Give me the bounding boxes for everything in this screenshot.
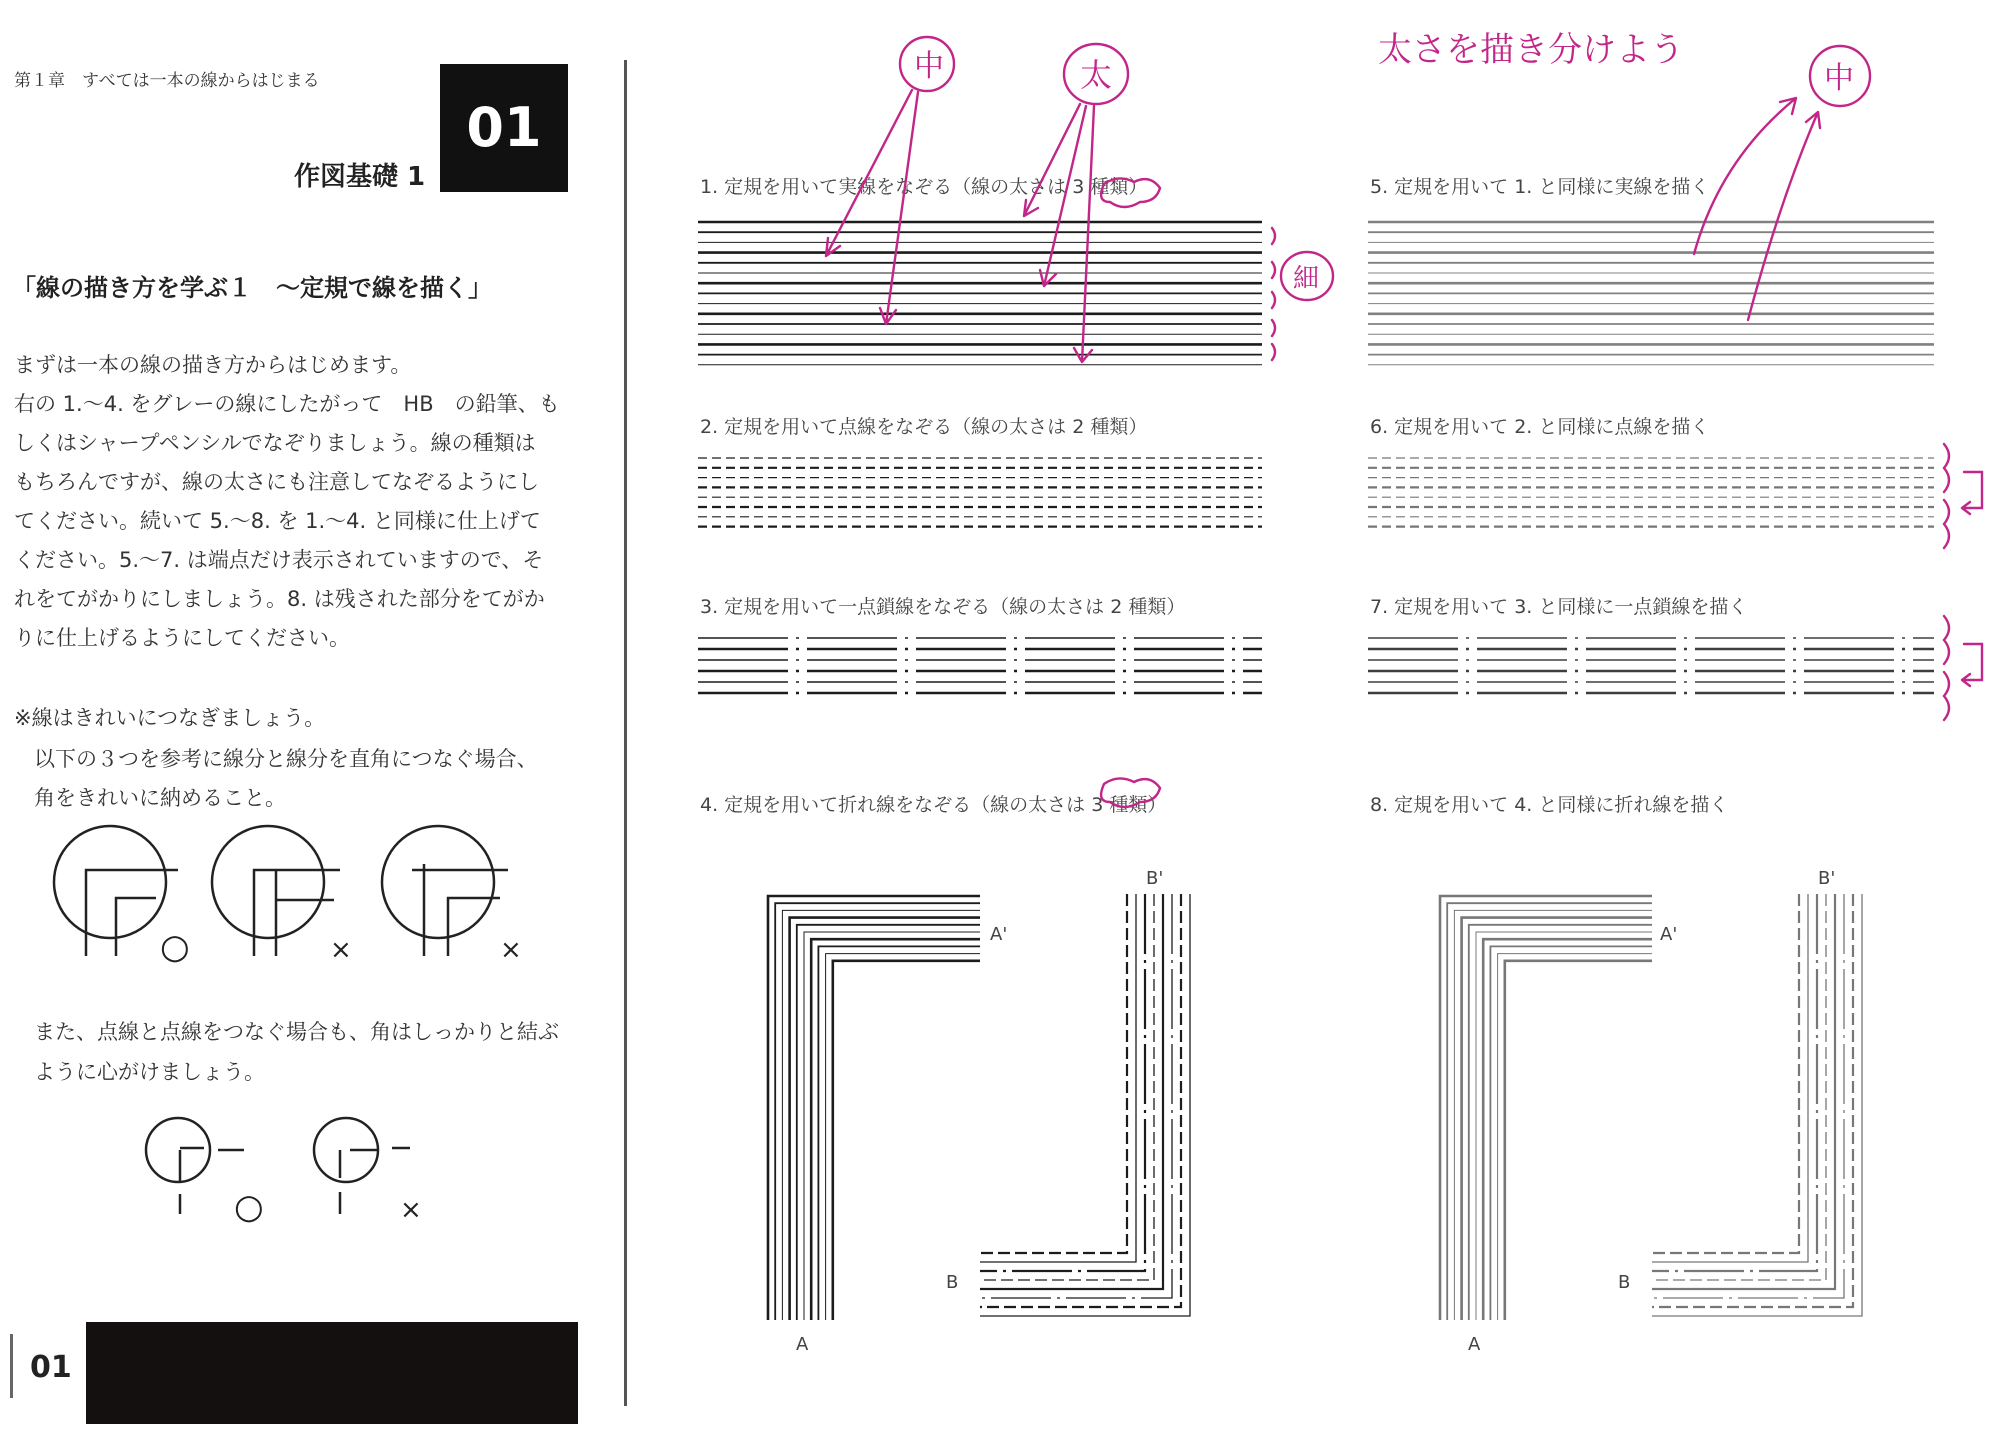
mark-good: ○ (234, 1187, 264, 1227)
exercise-label-1: 1. 定規を用いて実線をなぞる（線の太さは 3 種類） (700, 176, 1148, 198)
note-heading: ※線はきれいにつなぎましょう。 (14, 706, 326, 730)
exercise-label-2: 2. 定規を用いて点線をなぞる（線の太さは 2 種類） (700, 416, 1148, 438)
exercise-label-6: 6. 定規を用いて 2. と同様に点線を描く (1370, 416, 1710, 438)
arrow-icon (1040, 106, 1086, 286)
intro-line: まずは一本の線の描き方からはじめます。 (14, 353, 412, 377)
arrow-icon (1962, 472, 1982, 514)
arrow-icon (1748, 112, 1820, 320)
dotted-note-line: また、点線と点線をつなぐ場合も、角はしっかりと結ぶ (34, 1020, 559, 1044)
intro-line: もちろんですが、線の太さにも注意してなぞるようにし (14, 470, 539, 494)
annotation-title: 太さを描き分けよう (1378, 30, 1684, 70)
brace-icon (1272, 228, 1275, 360)
corner-label-a: A (796, 1334, 809, 1355)
intro-line: りに仕上げるようにしてください。 (14, 626, 350, 650)
lesson-title: 作図基礎 1 (294, 162, 426, 192)
mark-good: ○ (160, 927, 190, 967)
dotted-note-line: ように心がけましょう。 (34, 1060, 265, 1084)
mark-bad: × (500, 935, 522, 965)
lesson-number-box: 01 (440, 64, 568, 192)
brace-icon (1944, 444, 1949, 548)
corner-label-a-prime: A' (990, 924, 1008, 945)
exercise-label-7: 7. 定規を用いて 3. と同様に一点鎖線を描く (1370, 596, 1748, 618)
note-line: 角をきれいに納めること。 (34, 786, 286, 810)
corner-label-b: B (946, 1272, 959, 1293)
exercise-label-3: 3. 定規を用いて一点鎖線をなぞる（線の太さは 2 種類） (700, 596, 1186, 618)
arrow-icon (1962, 644, 1982, 686)
mark-bad: × (400, 1195, 422, 1225)
arrow-icon (1694, 98, 1796, 254)
corner-label-b: B (1618, 1272, 1631, 1293)
annotation-medium-right: 中 (1824, 61, 1854, 96)
annotation-cloud-3-types (1101, 178, 1160, 207)
annotation-thick: 太 (1080, 56, 1113, 94)
corner-label-a-prime: A' (1660, 924, 1678, 945)
chapter-title: 第１章 すべては一本の線からはじまる (14, 71, 320, 91)
brace-icon (1944, 616, 1949, 720)
corner-label-b-prime: B' (1146, 868, 1164, 889)
annotation-thin: 細 (1293, 264, 1320, 294)
exercise-label-4: 4. 定規を用いて折れ線をなぞる（線の太さは 3 種類） (700, 794, 1167, 816)
intro-line: れをてがかりにしましょう。8. は残された部分をてがか (14, 587, 545, 611)
page-number: 01 (30, 1350, 72, 1385)
intro-line: しくはシャープペンシルでなぞりましょう。線の種類は (14, 431, 536, 455)
exercise-label-5: 5. 定規を用いて 1. と同様に実線を描く (1370, 176, 1710, 198)
corner-label-a: A (1468, 1334, 1481, 1355)
lesson-heading: 「線の描き方を学ぶ１ ～定規で線を描く」 (12, 274, 492, 302)
annotation-cloud-3-types (1101, 778, 1160, 807)
intro-line: ください。5.～7. は端点だけ表示されていますので、そ (14, 548, 544, 572)
annotation-medium: 中 (914, 49, 944, 84)
intro-line: 右の 1.～4. をグレーの線にしたがって HB の鉛筆、も (14, 392, 560, 416)
arrow-icon (880, 92, 918, 324)
exercise-label-8: 8. 定規を用いて 4. と同様に折れ線を描く (1370, 794, 1729, 816)
arrow-icon (1024, 104, 1080, 216)
intro-line: てください。続いて 5.～8. を 1.～4. と同様に仕上げて (14, 509, 541, 533)
note-line: 以下の３つを参考に線分と線分を直角につなぐ場合、 (34, 747, 538, 771)
corner-label-b-prime: B' (1818, 868, 1836, 889)
mark-bad: × (330, 935, 352, 965)
